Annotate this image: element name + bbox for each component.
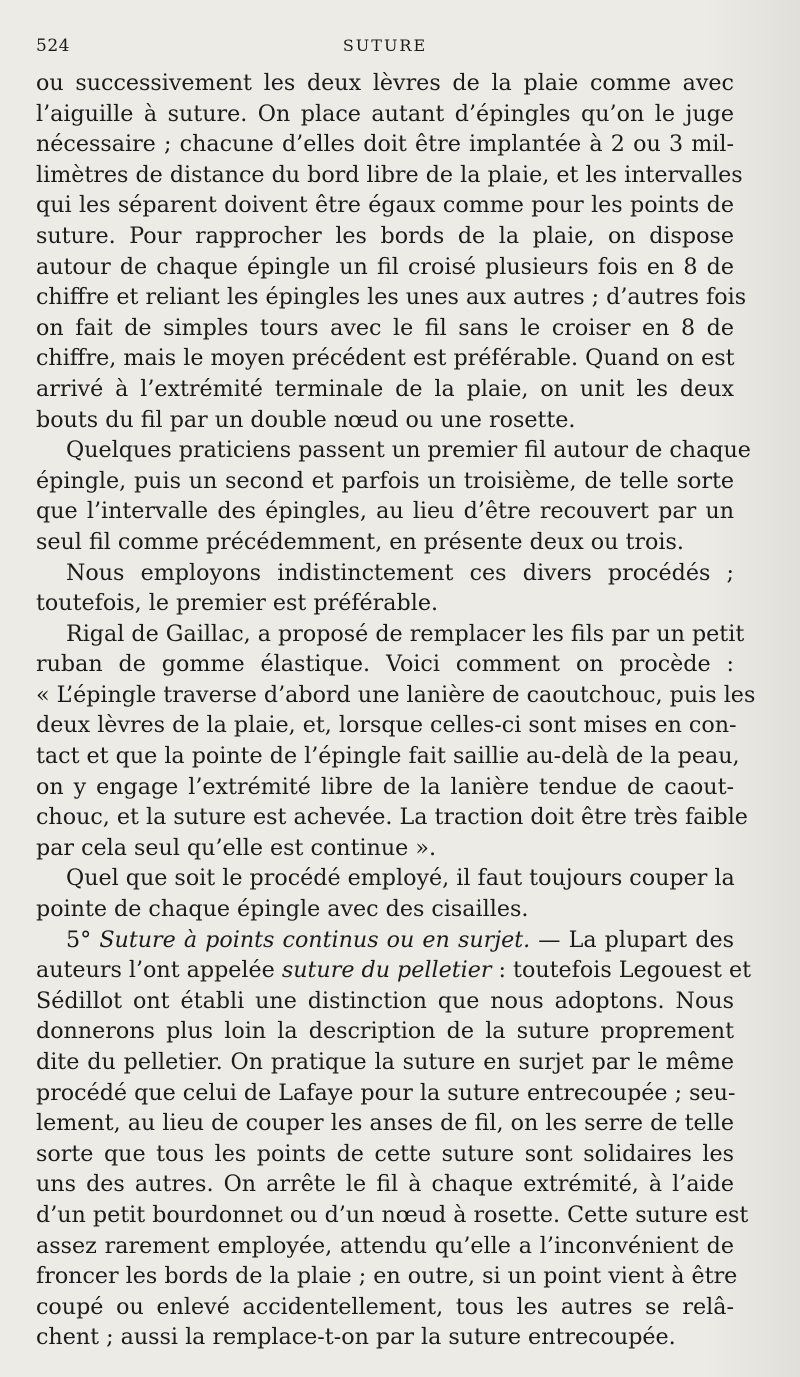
text-line: suture. Pour rapprocher les bords de la plaie, on dispose xyxy=(36,222,734,249)
text-line: épingle, puis un second et parfois un troisième, de telle sorte xyxy=(36,467,734,494)
paragraph xyxy=(36,863,734,924)
text-line: pointe de chaque épingle avec des cisailles. xyxy=(36,896,529,923)
text-line: uns des autres. On arrête le fil à chaque extrémité, à l’aide xyxy=(36,1171,734,1198)
text-line: « L’épingle traverse d’abord une lanière de caoutchouc, puis les xyxy=(36,681,756,708)
text-line: ou successivement les deux lèvres de la plaie comme avec xyxy=(36,70,734,96)
text-line: que l’intervalle des épingles, au lieu d’être recouvert par un xyxy=(36,498,734,525)
running-title: SUTURE xyxy=(342,36,428,55)
text-line: lement, au lieu de couper les anses de fil, on les serre de telle xyxy=(36,1110,734,1137)
text-line: arrivé à l’extrémité terminale de la plaie, on unit les deux xyxy=(36,375,734,402)
page-number: 524 xyxy=(36,36,70,56)
text-line xyxy=(36,955,752,986)
text-line: Rigal de Gaillac, a proposé de remplacer les fils par un petit xyxy=(66,620,745,647)
text-run: : toutefois Legouest et xyxy=(491,957,752,984)
text-line: qui les séparent doivent être égaux comme pour les points de xyxy=(36,192,734,219)
text-line: on fait de simples tours avec le fil sans le croiser en 8 de xyxy=(36,314,734,341)
text-line: on y engage l’extrémité libre de la lanière tendue de caout- xyxy=(36,773,734,800)
section-title: Suture à points continus ou en surjet. xyxy=(99,926,531,953)
text-line: chouc, et la suture est achevée. La traction doit être très faible xyxy=(36,804,748,831)
text-line: l’aiguille à suture. On place autant d’épingles qu’on le juge xyxy=(36,100,734,127)
text-line: d’un petit bourdonnet ou d’un nœud à rosette. Cette suture est xyxy=(36,1201,749,1228)
paragraph xyxy=(36,558,734,619)
section-number: 5° xyxy=(66,926,92,953)
text-line: Quelques praticiens passent un premier fil autour de chaque xyxy=(66,437,751,464)
page-header xyxy=(36,30,734,58)
text-line: limètres de distance du bord libre de la plaie, et les intervalles xyxy=(36,161,743,188)
text-line: froncer les bords de la plaie ; en outre, si un point vient à être xyxy=(36,1263,738,1290)
text-line: deux lèvres de la plaie, et, lorsque celles-ci sont mises en con- xyxy=(36,712,737,739)
text-line: coupé ou enlevé accidentellement, tous les autres se relâ- xyxy=(36,1293,734,1320)
text-line: toutefois, le premier est préférable. xyxy=(36,590,438,617)
text-line: sorte que tous les points de cette suture sont solidaires les xyxy=(36,1140,734,1167)
text-line: tact et que la pointe de l’épingle fait saillie au-delà de la peau, xyxy=(36,743,740,770)
text-line: Quel que soit le procédé employé, il faut toujours couper la xyxy=(66,865,735,892)
paragraph xyxy=(36,68,747,435)
text-line: par cela seul qu’elle est continue ». xyxy=(36,834,436,861)
text-line: procédé que celui de Lafaye pour la suture entrecoupée ; seu- xyxy=(36,1079,736,1106)
text-line: seul fil comme précédemment, en présente deux ou trois. xyxy=(36,528,684,555)
text-line: chent ; aussi la remplace-t-on par la suture entrecoupée. xyxy=(36,1324,676,1351)
paragraph xyxy=(36,435,751,557)
text-run: — La plupart des xyxy=(530,926,735,953)
section-heading-line xyxy=(36,925,734,956)
text-line: Sédillot ont établi une distinction que nous adoptons. Nous xyxy=(36,987,734,1014)
text-line: autour de chaque épingle un fil croisé plusieurs fois en 8 de xyxy=(36,253,734,280)
text-line: ruban de gomme élastique. Voici comment on procède : xyxy=(36,651,734,678)
text-line: chiffre et reliant les épingles les unes aux autres ; d’autres fois xyxy=(36,284,747,311)
text-line: dite du pelletier. On pratique la suture en surjet par le même xyxy=(36,1049,734,1075)
italic-term: suture du pelletier xyxy=(281,957,492,984)
text-run: auteurs l’ont appelée xyxy=(36,957,282,984)
text-line: donnerons plus loin la description de la suture proprement xyxy=(36,1018,734,1045)
text-line: chiffre, mais le moyen précédent est préférable. Quand on est xyxy=(36,345,735,372)
paragraph xyxy=(36,925,752,1353)
text-line: bouts du fil par un double nœud ou une rosette. xyxy=(36,406,576,433)
text-line: Nous employons indistinctement ces divers procédés ; xyxy=(66,559,734,586)
body-text xyxy=(36,68,756,1353)
paragraph xyxy=(36,619,756,864)
text-line: nécessaire ; chacune d’elles doit être implantée à 2 ou 3 mil- xyxy=(36,131,734,158)
text-line: assez rarement employée, attendu qu’elle a l’inconvénient de xyxy=(36,1232,734,1259)
